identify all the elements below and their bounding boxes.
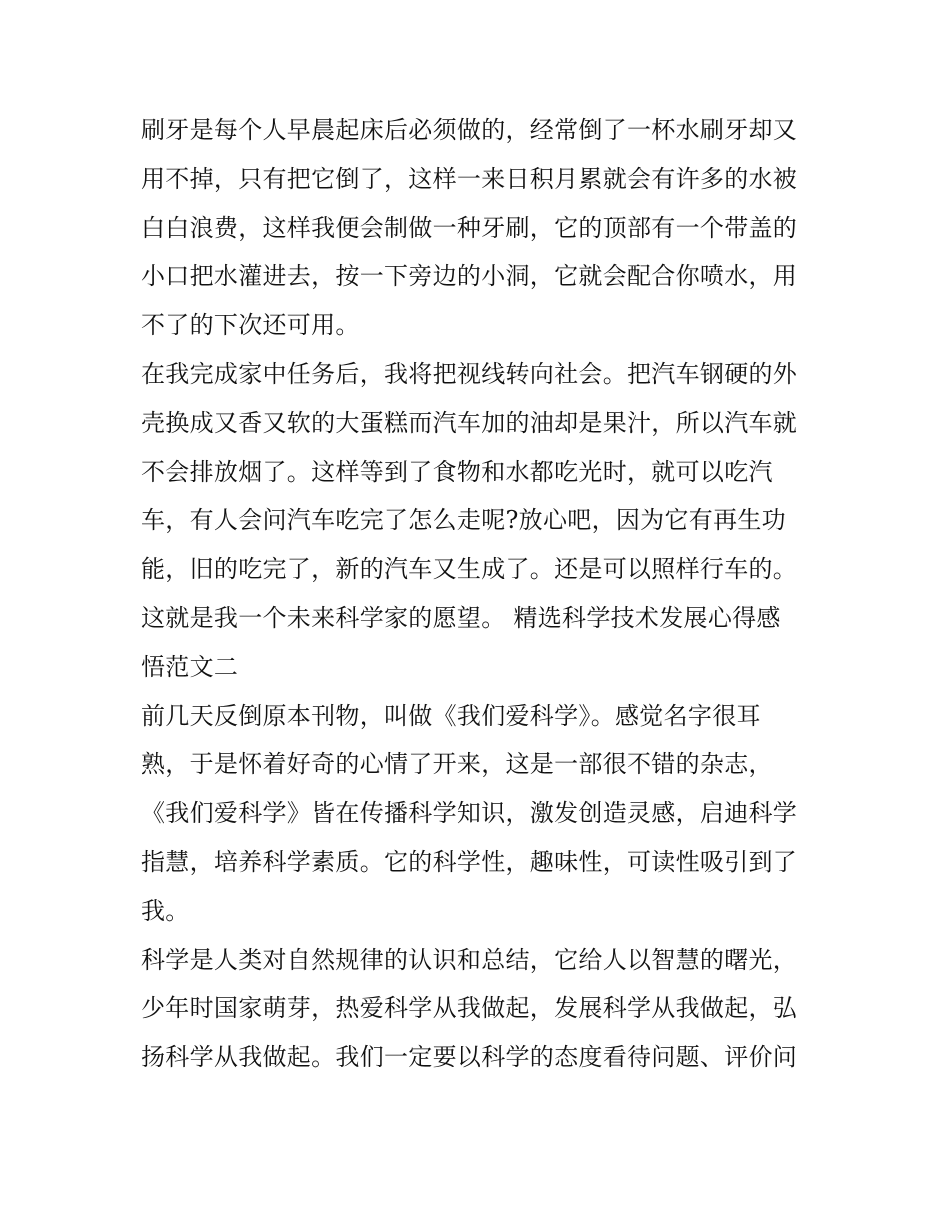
- text-line: 科学是人类对自然规律的认识和总结，它给人以智慧的曙光，: [141, 945, 798, 974]
- text-line: 能，旧的吃完了，新的汽车又生成了。还是可以照样行车的。: [141, 555, 798, 584]
- text-line: 《我们爱科学》皆在传播科学知识，激发创造灵感，启迪科学: [141, 799, 798, 828]
- text-line: 壳换成又香又软的大蛋糕而汽车加的油却是果汁，所以汽车就: [141, 408, 798, 437]
- text-line: 车，有人会问汽车吃完了怎么走呢?放心吧，因为它有再生功: [141, 506, 786, 535]
- text-line: 熟，于是怀着好奇的心情了开来，这是一部很不错的杂志，: [141, 750, 773, 779]
- text-line: 不了的下次还可用。: [141, 311, 360, 340]
- document-body: [141, 106, 821, 1082]
- text-line: 这就是我一个未来科学家的愿望。 精选科学技术发展心得感: [141, 603, 781, 632]
- text-line: 悟范文二: [141, 652, 239, 681]
- text-line: 前几天反倒原本刊物，叫做《我们爱科学》。感觉名字很耳: [141, 701, 761, 730]
- text-line: 用不掉，只有把它倒了，这样一来日积月累就会有许多的水被: [141, 164, 798, 193]
- text-line: 指慧，培养科学素质。它的科学性，趣味性，可读性吸引到了: [141, 847, 798, 876]
- text-line: 小口把水灌进去，按一下旁边的小洞，它就会配合你喷水，用: [141, 262, 798, 291]
- text-line: 刷牙是每个人早晨起床后必须做的，经常倒了一杯水刷牙却又: [141, 116, 798, 144]
- text-line: 在我完成家中任务后，我将把视线转向社会。把汽车钢硬的外: [141, 359, 798, 388]
- text-line: 少年时国家萌芽，热爱科学从我做起，发展科学从我做起，弘: [141, 994, 798, 1023]
- text-line: 我。: [141, 896, 190, 925]
- text-line: 白白浪费，这样我便会制做一种牙刷，它的顶部有一个带盖的: [141, 213, 798, 242]
- text-line: 不会排放烟了。这样等到了食物和水都吃光时，就可以吃汽: [141, 457, 773, 486]
- text-line: 扬科学从我做起。我们一定要以科学的态度看待问题、评价问: [141, 1043, 798, 1072]
